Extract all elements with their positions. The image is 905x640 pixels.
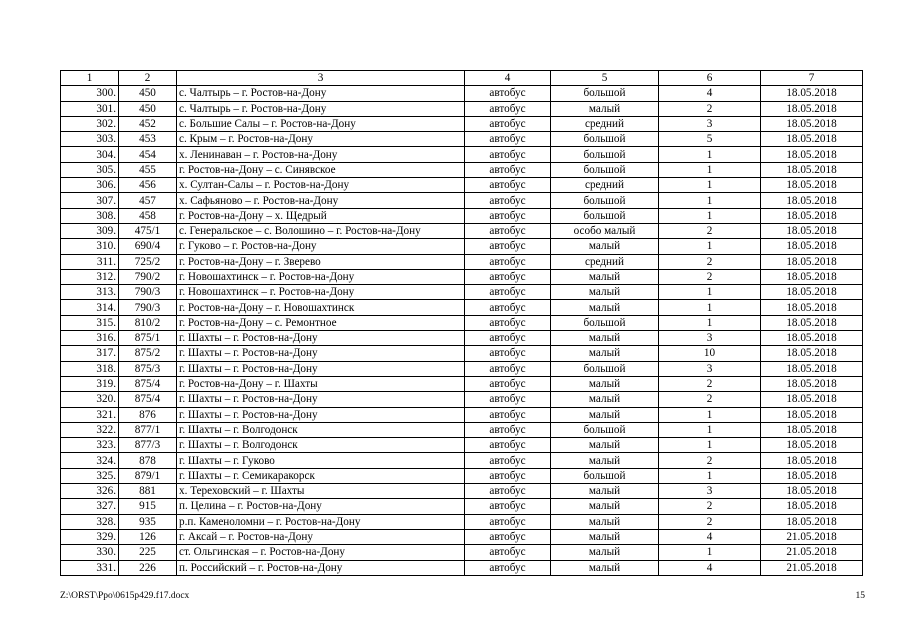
vehicle-class-cell: малый xyxy=(551,545,659,560)
vehicle-type-cell: автобус xyxy=(465,422,551,437)
vehicle-count-cell: 1 xyxy=(659,315,761,330)
route-name-cell: р.п. Каменоломни – г. Ростов-на-Дону xyxy=(177,514,465,529)
table-row xyxy=(61,162,863,177)
route-name-cell: г. Ростов-на-Дону – г. Шахты xyxy=(177,376,465,391)
row-number-cell: 311. xyxy=(61,254,119,269)
table-row xyxy=(61,407,863,422)
route-name-cell: г. Гуково – г. Ростов-на-Дону xyxy=(177,239,465,254)
route-name-cell: г. Шахты – г. Ростов-на-Дону xyxy=(177,331,465,346)
route-number-cell: 226 xyxy=(119,560,177,575)
row-number-cell: 307. xyxy=(61,193,119,208)
date-cell: 18.05.2018 xyxy=(761,514,863,529)
date-cell: 18.05.2018 xyxy=(761,484,863,499)
date-cell: 18.05.2018 xyxy=(761,392,863,407)
vehicle-class-cell: большой xyxy=(551,193,659,208)
route-number-cell: 725/2 xyxy=(119,254,177,269)
route-name-cell: х. Сафьяново – г. Ростов-на-Дону xyxy=(177,193,465,208)
vehicle-count-cell: 3 xyxy=(659,331,761,346)
date-cell: 18.05.2018 xyxy=(761,300,863,315)
route-number-cell: 790/3 xyxy=(119,285,177,300)
route-number-cell: 876 xyxy=(119,407,177,422)
vehicle-count-cell: 1 xyxy=(659,545,761,560)
date-cell: 18.05.2018 xyxy=(761,223,863,238)
date-cell: 18.05.2018 xyxy=(761,86,863,101)
row-number-cell: 306. xyxy=(61,178,119,193)
route-number-cell: 456 xyxy=(119,178,177,193)
vehicle-count-cell: 3 xyxy=(659,116,761,131)
route-name-cell: г. Ростов-на-Дону – г. Зверево xyxy=(177,254,465,269)
vehicle-count-cell: 2 xyxy=(659,499,761,514)
table-row xyxy=(61,560,863,575)
date-cell: 21.05.2018 xyxy=(761,529,863,544)
vehicle-class-cell: большой xyxy=(551,86,659,101)
vehicle-class-cell: большой xyxy=(551,361,659,376)
row-number-cell: 309. xyxy=(61,223,119,238)
row-number-cell: 330. xyxy=(61,545,119,560)
header-cell: 7 xyxy=(761,71,863,86)
vehicle-count-cell: 1 xyxy=(659,208,761,223)
header-cell: 6 xyxy=(659,71,761,86)
table-row xyxy=(61,315,863,330)
route-name-cell: п. Целина – г. Ростов-на-Дону xyxy=(177,499,465,514)
table-row xyxy=(61,116,863,131)
route-name-cell: х. Тереховский – г. Шахты xyxy=(177,484,465,499)
vehicle-count-cell: 1 xyxy=(659,239,761,254)
route-number-cell: 879/1 xyxy=(119,468,177,483)
table-row xyxy=(61,208,863,223)
vehicle-class-cell: большой xyxy=(551,315,659,330)
route-name-cell: г. Шахты – г. Гуково xyxy=(177,453,465,468)
date-cell: 18.05.2018 xyxy=(761,315,863,330)
route-name-cell: г. Шахты – г. Ростов-на-Дону xyxy=(177,361,465,376)
vehicle-count-cell: 4 xyxy=(659,529,761,544)
vehicle-count-cell: 1 xyxy=(659,162,761,177)
vehicle-type-cell: автобус xyxy=(465,407,551,422)
route-name-cell: х. Ленинаван – г. Ростов-на-Дону xyxy=(177,147,465,162)
vehicle-count-cell: 4 xyxy=(659,86,761,101)
row-number-cell: 323. xyxy=(61,438,119,453)
row-number-cell: 329. xyxy=(61,529,119,544)
table-row xyxy=(61,223,863,238)
vehicle-count-cell: 1 xyxy=(659,285,761,300)
vehicle-type-cell: автобус xyxy=(465,178,551,193)
route-name-cell: г. Ростов-на-Дону – с. Синявское xyxy=(177,162,465,177)
vehicle-type-cell: автобус xyxy=(465,545,551,560)
date-cell: 18.05.2018 xyxy=(761,193,863,208)
table-row xyxy=(61,239,863,254)
vehicle-type-cell: автобус xyxy=(465,116,551,131)
route-number-cell: 790/3 xyxy=(119,300,177,315)
date-cell: 18.05.2018 xyxy=(761,239,863,254)
vehicle-count-cell: 2 xyxy=(659,254,761,269)
route-number-cell: 458 xyxy=(119,208,177,223)
vehicle-count-cell: 2 xyxy=(659,376,761,391)
date-cell: 18.05.2018 xyxy=(761,407,863,422)
footer-file-path: Z:\ORST\Ppo\0615p429.f17.docx xyxy=(60,591,190,601)
vehicle-class-cell: малый xyxy=(551,269,659,284)
route-number-cell: 881 xyxy=(119,484,177,499)
table-row xyxy=(61,545,863,560)
table-row xyxy=(61,453,863,468)
vehicle-type-cell: автобус xyxy=(465,269,551,284)
vehicle-type-cell: автобус xyxy=(465,453,551,468)
table-header-row xyxy=(61,71,863,86)
vehicle-count-cell: 10 xyxy=(659,346,761,361)
route-number-cell: 126 xyxy=(119,529,177,544)
date-cell: 18.05.2018 xyxy=(761,361,863,376)
row-number-cell: 321. xyxy=(61,407,119,422)
vehicle-type-cell: автобус xyxy=(465,254,551,269)
vehicle-count-cell: 3 xyxy=(659,361,761,376)
route-number-cell: 454 xyxy=(119,147,177,162)
vehicle-type-cell: автобус xyxy=(465,331,551,346)
vehicle-count-cell: 5 xyxy=(659,132,761,147)
vehicle-type-cell: автобус xyxy=(465,239,551,254)
vehicle-class-cell: малый xyxy=(551,300,659,315)
row-number-cell: 310. xyxy=(61,239,119,254)
date-cell: 21.05.2018 xyxy=(761,560,863,575)
header-cell: 3 xyxy=(177,71,465,86)
vehicle-class-cell: малый xyxy=(551,499,659,514)
vehicle-class-cell: малый xyxy=(551,438,659,453)
table-row xyxy=(61,178,863,193)
route-number-cell: 877/1 xyxy=(119,422,177,437)
vehicle-type-cell: автобус xyxy=(465,376,551,391)
vehicle-type-cell: автобус xyxy=(465,101,551,116)
vehicle-class-cell: малый xyxy=(551,560,659,575)
vehicle-type-cell: автобус xyxy=(465,361,551,376)
route-name-cell: г. Ростов-на-Дону – с. Ремонтное xyxy=(177,315,465,330)
date-cell: 18.05.2018 xyxy=(761,468,863,483)
row-number-cell: 325. xyxy=(61,468,119,483)
table-row xyxy=(61,422,863,437)
vehicle-type-cell: автобус xyxy=(465,514,551,529)
row-number-cell: 318. xyxy=(61,361,119,376)
date-cell: 18.05.2018 xyxy=(761,162,863,177)
date-cell: 18.05.2018 xyxy=(761,331,863,346)
row-number-cell: 313. xyxy=(61,285,119,300)
header-cell: 5 xyxy=(551,71,659,86)
row-number-cell: 308. xyxy=(61,208,119,223)
route-number-cell: 450 xyxy=(119,101,177,116)
vehicle-class-cell: средний xyxy=(551,178,659,193)
row-number-cell: 312. xyxy=(61,269,119,284)
table-row xyxy=(61,86,863,101)
row-number-cell: 331. xyxy=(61,560,119,575)
vehicle-count-cell: 2 xyxy=(659,392,761,407)
route-number-cell: 875/2 xyxy=(119,346,177,361)
route-number-cell: 935 xyxy=(119,514,177,529)
row-number-cell: 324. xyxy=(61,453,119,468)
vehicle-type-cell: автобус xyxy=(465,147,551,162)
route-number-cell: 875/4 xyxy=(119,376,177,391)
vehicle-count-cell: 2 xyxy=(659,223,761,238)
vehicle-class-cell: малый xyxy=(551,376,659,391)
vehicle-count-cell: 3 xyxy=(659,484,761,499)
vehicle-class-cell: малый xyxy=(551,453,659,468)
table-row xyxy=(61,101,863,116)
vehicle-count-cell: 1 xyxy=(659,178,761,193)
vehicle-type-cell: автобус xyxy=(465,560,551,575)
vehicle-type-cell: автобус xyxy=(465,285,551,300)
vehicle-type-cell: автобус xyxy=(465,392,551,407)
row-number-cell: 319. xyxy=(61,376,119,391)
table-row xyxy=(61,468,863,483)
vehicle-type-cell: автобус xyxy=(465,468,551,483)
route-name-cell: с. Генеральское – с. Волошино – г. Ростов-на-Дону xyxy=(177,223,465,238)
vehicle-count-cell: 2 xyxy=(659,101,761,116)
table-row xyxy=(61,484,863,499)
vehicle-type-cell: автобус xyxy=(465,132,551,147)
vehicle-count-cell: 2 xyxy=(659,269,761,284)
vehicle-class-cell: особо малый xyxy=(551,223,659,238)
route-number-cell: 877/3 xyxy=(119,438,177,453)
date-cell: 18.05.2018 xyxy=(761,101,863,116)
vehicle-class-cell: малый xyxy=(551,484,659,499)
route-number-cell: 810/2 xyxy=(119,315,177,330)
table-row xyxy=(61,392,863,407)
row-number-cell: 326. xyxy=(61,484,119,499)
vehicle-type-cell: автобус xyxy=(465,499,551,514)
route-name-cell: г. Шахты – г. Ростов-на-Дону xyxy=(177,392,465,407)
date-cell: 18.05.2018 xyxy=(761,285,863,300)
table-row xyxy=(61,529,863,544)
vehicle-class-cell: малый xyxy=(551,285,659,300)
route-name-cell: г. Ростов-на-Дону – х. Щедрый xyxy=(177,208,465,223)
vehicle-type-cell: автобус xyxy=(465,300,551,315)
row-number-cell: 302. xyxy=(61,116,119,131)
date-cell: 18.05.2018 xyxy=(761,269,863,284)
row-number-cell: 314. xyxy=(61,300,119,315)
table-body xyxy=(61,71,863,576)
vehicle-class-cell: большой xyxy=(551,208,659,223)
route-name-cell: г. Шахты – г. Ростов-на-Дону xyxy=(177,346,465,361)
route-number-cell: 875/1 xyxy=(119,331,177,346)
vehicle-count-cell: 2 xyxy=(659,453,761,468)
vehicle-count-cell: 1 xyxy=(659,300,761,315)
vehicle-count-cell: 1 xyxy=(659,438,761,453)
vehicle-class-cell: большой xyxy=(551,468,659,483)
table-row xyxy=(61,376,863,391)
route-number-cell: 225 xyxy=(119,545,177,560)
row-number-cell: 301. xyxy=(61,101,119,116)
row-number-cell: 328. xyxy=(61,514,119,529)
row-number-cell: 327. xyxy=(61,499,119,514)
vehicle-class-cell: большой xyxy=(551,422,659,437)
date-cell: 21.05.2018 xyxy=(761,545,863,560)
vehicle-class-cell: малый xyxy=(551,331,659,346)
route-number-cell: 790/2 xyxy=(119,269,177,284)
row-number-cell: 304. xyxy=(61,147,119,162)
row-number-cell: 317. xyxy=(61,346,119,361)
vehicle-count-cell: 1 xyxy=(659,407,761,422)
table-row xyxy=(61,346,863,361)
vehicle-type-cell: автобус xyxy=(465,223,551,238)
route-name-cell: г. Шахты – г. Ростов-на-Дону xyxy=(177,407,465,422)
date-cell: 18.05.2018 xyxy=(761,208,863,223)
table-row xyxy=(61,331,863,346)
route-name-cell: с. Чалтырь – г. Ростов-на-Дону xyxy=(177,86,465,101)
route-name-cell: с. Большие Салы – г. Ростов-на-Дону xyxy=(177,116,465,131)
table-row xyxy=(61,269,863,284)
route-name-cell: г. Шахты – г. Волгодонск xyxy=(177,438,465,453)
vehicle-class-cell: большой xyxy=(551,132,659,147)
route-number-cell: 878 xyxy=(119,453,177,468)
vehicle-type-cell: автобус xyxy=(465,529,551,544)
table-row xyxy=(61,514,863,529)
table-row xyxy=(61,285,863,300)
route-number-cell: 875/3 xyxy=(119,361,177,376)
row-number-cell: 300. xyxy=(61,86,119,101)
header-cell: 4 xyxy=(465,71,551,86)
route-number-cell: 875/4 xyxy=(119,392,177,407)
vehicle-class-cell: малый xyxy=(551,346,659,361)
vehicle-class-cell: малый xyxy=(551,392,659,407)
route-name-cell: г. Новошахтинск – г. Ростов-на-Дону xyxy=(177,285,465,300)
vehicle-class-cell: малый xyxy=(551,101,659,116)
vehicle-type-cell: автобус xyxy=(465,484,551,499)
routes-table xyxy=(60,70,863,576)
vehicle-class-cell: большой xyxy=(551,147,659,162)
route-name-cell: г. Ростов-на-Дону – г. Новошахтинск xyxy=(177,300,465,315)
header-cell: 1 xyxy=(61,71,119,86)
vehicle-count-cell: 1 xyxy=(659,147,761,162)
vehicle-type-cell: автобус xyxy=(465,193,551,208)
date-cell: 18.05.2018 xyxy=(761,178,863,193)
vehicle-count-cell: 1 xyxy=(659,468,761,483)
route-name-cell: г. Шахты – г. Семикаракорск xyxy=(177,468,465,483)
route-number-cell: 453 xyxy=(119,132,177,147)
route-name-cell: г. Аксай – г. Ростов-на-Дону xyxy=(177,529,465,544)
page-number: 15 xyxy=(855,591,865,601)
route-name-cell: х. Султан-Салы – г. Ростов-на-Дону xyxy=(177,178,465,193)
date-cell: 18.05.2018 xyxy=(761,147,863,162)
table-row xyxy=(61,132,863,147)
route-number-cell: 455 xyxy=(119,162,177,177)
vehicle-class-cell: малый xyxy=(551,407,659,422)
date-cell: 18.05.2018 xyxy=(761,116,863,131)
route-name-cell: п. Российский – г. Ростов-на-Дону xyxy=(177,560,465,575)
table-row xyxy=(61,438,863,453)
row-number-cell: 320. xyxy=(61,392,119,407)
date-cell: 18.05.2018 xyxy=(761,438,863,453)
date-cell: 18.05.2018 xyxy=(761,132,863,147)
vehicle-class-cell: малый xyxy=(551,239,659,254)
vehicle-class-cell: малый xyxy=(551,529,659,544)
date-cell: 18.05.2018 xyxy=(761,422,863,437)
vehicle-class-cell: большой xyxy=(551,162,659,177)
vehicle-type-cell: автобус xyxy=(465,346,551,361)
date-cell: 18.05.2018 xyxy=(761,346,863,361)
date-cell: 18.05.2018 xyxy=(761,254,863,269)
date-cell: 18.05.2018 xyxy=(761,453,863,468)
table-row xyxy=(61,499,863,514)
route-name-cell: ст. Ольгинская – г. Ростов-на-Дону xyxy=(177,545,465,560)
route-number-cell: 690/4 xyxy=(119,239,177,254)
row-number-cell: 303. xyxy=(61,132,119,147)
route-number-cell: 915 xyxy=(119,499,177,514)
row-number-cell: 316. xyxy=(61,331,119,346)
header-cell: 2 xyxy=(119,71,177,86)
vehicle-class-cell: средний xyxy=(551,116,659,131)
vehicle-class-cell: малый xyxy=(551,514,659,529)
row-number-cell: 322. xyxy=(61,422,119,437)
vehicle-count-cell: 1 xyxy=(659,422,761,437)
route-name-cell: с. Чалтырь – г. Ростов-на-Дону xyxy=(177,101,465,116)
vehicle-type-cell: автобус xyxy=(465,315,551,330)
vehicle-count-cell: 1 xyxy=(659,193,761,208)
route-number-cell: 450 xyxy=(119,86,177,101)
table-row xyxy=(61,254,863,269)
vehicle-count-cell: 2 xyxy=(659,514,761,529)
table-row xyxy=(61,361,863,376)
row-number-cell: 305. xyxy=(61,162,119,177)
vehicle-count-cell: 4 xyxy=(659,560,761,575)
vehicle-type-cell: автобус xyxy=(465,208,551,223)
route-number-cell: 452 xyxy=(119,116,177,131)
route-name-cell: г. Новошахтинск – г. Ростов-на-Дону xyxy=(177,269,465,284)
table-row xyxy=(61,300,863,315)
route-name-cell: г. Шахты – г. Волгодонск xyxy=(177,422,465,437)
date-cell: 18.05.2018 xyxy=(761,376,863,391)
vehicle-type-cell: автобус xyxy=(465,86,551,101)
route-name-cell: с. Крым – г. Ростов-на-Дону xyxy=(177,132,465,147)
vehicle-class-cell: средний xyxy=(551,254,659,269)
table-row xyxy=(61,193,863,208)
vehicle-type-cell: автобус xyxy=(465,438,551,453)
route-number-cell: 475/1 xyxy=(119,223,177,238)
vehicle-type-cell: автобус xyxy=(465,162,551,177)
route-number-cell: 457 xyxy=(119,193,177,208)
date-cell: 18.05.2018 xyxy=(761,499,863,514)
row-number-cell: 315. xyxy=(61,315,119,330)
table-row xyxy=(61,147,863,162)
